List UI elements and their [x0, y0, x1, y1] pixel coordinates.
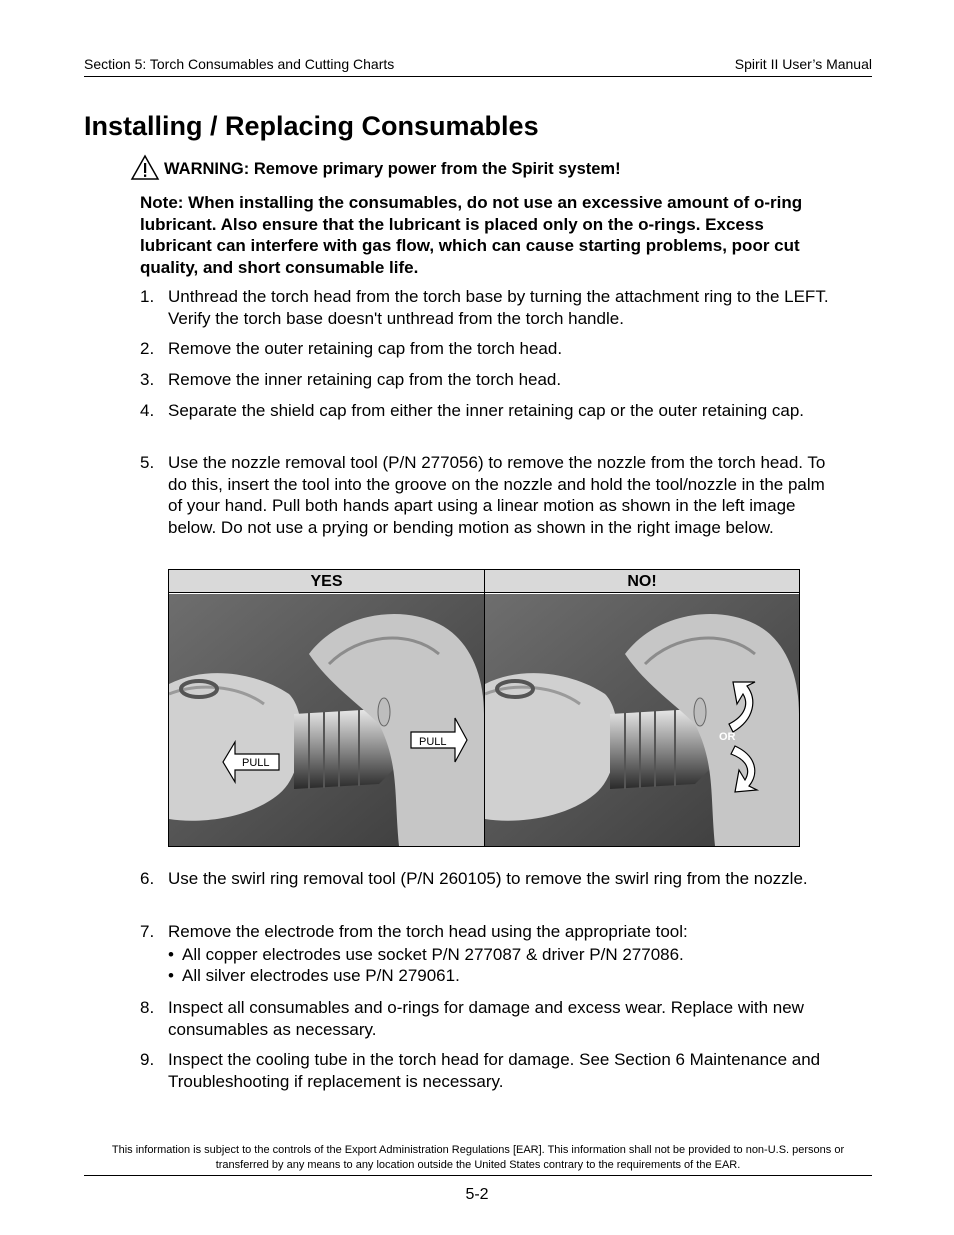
hands-pulling-image — [169, 594, 484, 846]
step-number: 3. — [140, 370, 155, 389]
step-7 — [140, 921, 830, 987]
step-1 — [140, 286, 830, 329]
photo-incorrect-pry — [485, 594, 800, 846]
list-item: • All copper electrodes use socket P/N 277087 & driver P/N 277086. — [168, 944, 830, 966]
figure-header-yes: YES — [169, 570, 484, 593]
pull-left-label: PULL — [242, 757, 270, 769]
step-4 — [140, 400, 830, 422]
step-text: Inspect all consumables and o-rings for damage and excess wear. Replace with new consumables as necessary. — [168, 998, 804, 1039]
warning-text: WARNING: Remove primary power from the Spirit system! — [164, 160, 621, 178]
export-control-notice: This information is subject to the controls of the Export Administration Regulations [EAR]. This information shall not be provided to non-U.S. persons or transferred by any means to any location outside the United States contrary to the requirements of the EAR. — [111, 1144, 845, 1171]
electrode-tool-list — [140, 944, 830, 987]
step-text: Remove the inner retaining cap from the torch head. — [168, 370, 562, 389]
list-item: • All silver electrodes use P/N 279061. — [168, 965, 830, 987]
step-number: 6. — [140, 869, 155, 888]
note-paragraph: Note: When installing the consumables, do not use an excessive amount of o-ring lubricant. Also ensure that the lubricant is placed only on the o-rings. Excess lubricant can interfere with gas flow, which can cause starting problems, poor cut quality, and short consumable life. — [140, 193, 803, 277]
figure-header-no: NO! — [485, 570, 799, 593]
step-text: Use the swirl ring removal tool (P/N 260105) to remove the swirl ring from the nozzle. — [168, 869, 808, 888]
step-number: 1. — [140, 287, 155, 306]
step-text: Remove the outer retaining cap from the torch head. — [168, 339, 563, 358]
step-number: 7. — [140, 922, 155, 941]
step-number: 9. — [140, 1050, 155, 1069]
step-text: Remove the electrode from the torch head using the appropriate tool: — [168, 922, 688, 941]
warning-line — [130, 154, 621, 181]
step-text: Use the nozzle removal tool (P/N 277056) to remove the nozzle from the torch head. To do this, insert the tool into the groove on the nozzle and hold the tool/nozzle in the palm of your hand. Pull both hands apart using a linear motion as shown in the left image below. Do not use a prying or bending motion as shown in the right image below. — [168, 453, 826, 537]
step-number: 8. — [140, 998, 155, 1017]
step-2 — [140, 338, 830, 360]
step-text: Unthread the torch head from the torch base by turning the attachment ring to the LEFT. Verify the torch base doesn't unthread from the torch handle. — [168, 287, 829, 328]
step-9 — [140, 1049, 830, 1092]
pull-right-label: PULL — [419, 736, 447, 748]
step-text: Inspect the cooling tube in the torch head for damage. See Section 6 Maintenance and Troubleshooting if replacement is necessary. — [168, 1050, 821, 1091]
header-manual-title: Spirit II User’s Manual — [734, 56, 872, 72]
page-header — [84, 56, 872, 77]
hands-prying-image — [485, 594, 799, 846]
step-text: Separate the shield cap from either the inner retaining cap or the outer retaining cap. — [168, 401, 804, 420]
or-label: OR — [719, 731, 736, 743]
warning-triangle-icon — [130, 154, 160, 181]
step-3 — [140, 369, 830, 391]
step-number: 5. — [140, 453, 155, 472]
footer-divider — [84, 1175, 872, 1176]
step-5 — [140, 452, 830, 538]
page-number: 5-2 — [465, 1186, 489, 1203]
step-6 — [140, 868, 830, 890]
photo-correct-pull — [169, 594, 484, 846]
nozzle-removal-figure — [168, 569, 800, 847]
page-title: Installing / Replacing Consumables — [84, 111, 539, 141]
header-section-title: Section 5: Torch Consumables and Cutting Charts — [84, 56, 395, 72]
step-number: 2. — [140, 339, 155, 358]
step-number: 4. — [140, 401, 155, 420]
step-8 — [140, 997, 830, 1040]
